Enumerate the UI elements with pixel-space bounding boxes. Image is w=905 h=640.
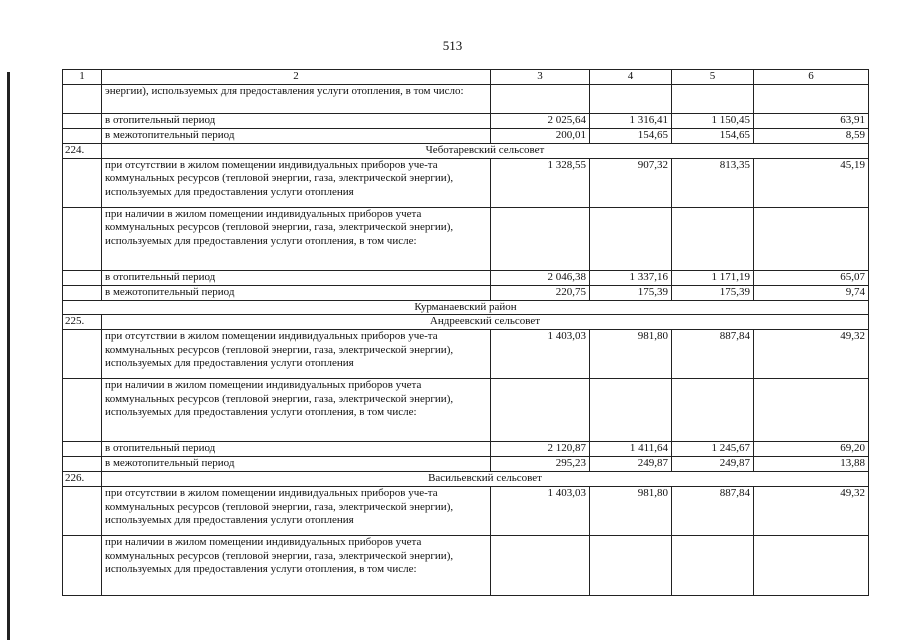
value-col4 bbox=[590, 536, 672, 596]
value-col4: 981,80 bbox=[590, 487, 672, 536]
value-col3: 2 120,87 bbox=[491, 442, 590, 457]
row-number bbox=[63, 457, 102, 472]
value-col3: 2 046,38 bbox=[491, 270, 590, 285]
value-col6 bbox=[754, 379, 869, 442]
row-description: в межотопительный период bbox=[102, 457, 491, 472]
table-row bbox=[63, 207, 869, 270]
page-number: 513 bbox=[442, 38, 463, 53]
table-row bbox=[63, 442, 869, 457]
row-number bbox=[63, 84, 102, 113]
value-col3 bbox=[491, 84, 590, 113]
row-number bbox=[63, 113, 102, 128]
header-cell-4: 4 bbox=[590, 70, 672, 85]
row-description: энергии), используемых для предоставления услуги отопления, в том число: bbox=[102, 84, 491, 113]
row-description: при наличии в жилом помещении индивидуальных приборов учета коммунальных ресурсов (тепловой энергии, газа, электрической энергии), используемых для предоставления услуги отопления, в том числе: bbox=[102, 379, 491, 442]
row-number bbox=[63, 330, 102, 379]
table-row bbox=[63, 300, 869, 315]
row-number bbox=[63, 442, 102, 457]
value-col4: 907,32 bbox=[590, 158, 672, 207]
row-number: 226. bbox=[63, 472, 102, 487]
table-row bbox=[63, 330, 869, 379]
value-col4: 249,87 bbox=[590, 457, 672, 472]
header-cell-6: 6 bbox=[754, 70, 869, 85]
value-col6: 49,32 bbox=[754, 330, 869, 379]
value-col5: 1 150,45 bbox=[672, 113, 754, 128]
value-col5 bbox=[672, 536, 754, 596]
row-description: в отопительный период bbox=[102, 442, 491, 457]
table-row bbox=[63, 84, 869, 113]
row-number bbox=[63, 285, 102, 300]
value-col4: 1 337,16 bbox=[590, 270, 672, 285]
row-number bbox=[63, 379, 102, 442]
row-number bbox=[63, 207, 102, 270]
value-col3 bbox=[491, 207, 590, 270]
value-col6: 65,07 bbox=[754, 270, 869, 285]
header-cell-2: 2 bbox=[102, 70, 491, 85]
value-col6: 9,74 bbox=[754, 285, 869, 300]
row-number: 224. bbox=[63, 143, 102, 158]
row-description: при отсутствии в жилом помещении индивидуальных приборов уче-та коммунальных ресурсов (тепловой энергии, газа, электрической энергии), используемых для предоставления услуги отопления bbox=[102, 158, 491, 207]
settlement-title: Андреевский сельсовет bbox=[102, 315, 869, 330]
page-edge-bar bbox=[7, 72, 10, 640]
table-row bbox=[63, 270, 869, 285]
row-description: при наличии в жилом помещении индивидуальных приборов учета коммунальных ресурсов (тепловой энергии, газа, электрической энергии), используемых для предоставления услуги отопления, в том числе: bbox=[102, 207, 491, 270]
tariff-table bbox=[62, 69, 869, 596]
value-col4: 154,65 bbox=[590, 128, 672, 143]
value-col6: 63,91 bbox=[754, 113, 869, 128]
row-description: в отопительный период bbox=[102, 113, 491, 128]
table-row bbox=[63, 315, 869, 330]
table-row bbox=[63, 113, 869, 128]
value-col4: 1 411,64 bbox=[590, 442, 672, 457]
header-cell-1: 1 bbox=[63, 70, 102, 85]
row-description: в межотопительный период bbox=[102, 128, 491, 143]
value-col3: 220,75 bbox=[491, 285, 590, 300]
value-col4: 1 316,41 bbox=[590, 113, 672, 128]
header-cell-5: 5 bbox=[672, 70, 754, 85]
value-col5 bbox=[672, 84, 754, 113]
value-col3: 295,23 bbox=[491, 457, 590, 472]
table-row bbox=[63, 457, 869, 472]
row-number bbox=[63, 270, 102, 285]
value-col5: 1 171,19 bbox=[672, 270, 754, 285]
table-row bbox=[63, 158, 869, 207]
district-title: Курманаевский район bbox=[63, 300, 869, 315]
header-cell-3: 3 bbox=[491, 70, 590, 85]
row-description: при отсутствии в жилом помещении индивидуальных приборов уче-та коммунальных ресурсов (тепловой энергии, газа, электрической энергии), используемых для предоставления услуги отопления bbox=[102, 487, 491, 536]
row-description: в отопительный период bbox=[102, 270, 491, 285]
table-row bbox=[63, 536, 869, 596]
value-col3: 2 025,64 bbox=[491, 113, 590, 128]
value-col5: 887,84 bbox=[672, 330, 754, 379]
value-col3: 1 403,03 bbox=[491, 330, 590, 379]
row-number: 225. bbox=[63, 315, 102, 330]
value-col5: 175,39 bbox=[672, 285, 754, 300]
header-row bbox=[63, 70, 869, 85]
value-col6: 8,59 bbox=[754, 128, 869, 143]
value-col4 bbox=[590, 207, 672, 270]
row-description: в межотопительный период bbox=[102, 285, 491, 300]
value-col4: 981,80 bbox=[590, 330, 672, 379]
row-number bbox=[63, 536, 102, 596]
row-description: при наличии в жилом помещении индивидуальных приборов учета коммунальных ресурсов (тепловой энергии, газа, электрической энергии), используемых для предоставления услуги отопления, в том числе: bbox=[102, 536, 491, 596]
row-number bbox=[63, 128, 102, 143]
table-row bbox=[63, 128, 869, 143]
value-col6 bbox=[754, 207, 869, 270]
table-row bbox=[63, 487, 869, 536]
value-col6 bbox=[754, 536, 869, 596]
value-col5: 813,35 bbox=[672, 158, 754, 207]
value-col3: 200,01 bbox=[491, 128, 590, 143]
value-col5: 1 245,67 bbox=[672, 442, 754, 457]
settlement-title: Васильевский сельсовет bbox=[102, 472, 869, 487]
value-col6: 49,32 bbox=[754, 487, 869, 536]
value-col5 bbox=[672, 379, 754, 442]
value-col3: 1 403,03 bbox=[491, 487, 590, 536]
settlement-title: Чеботаревский сельсовет bbox=[102, 143, 869, 158]
value-col3: 1 328,55 bbox=[491, 158, 590, 207]
value-col5: 154,65 bbox=[672, 128, 754, 143]
value-col6 bbox=[754, 84, 869, 113]
value-col6: 13,88 bbox=[754, 457, 869, 472]
value-col3 bbox=[491, 536, 590, 596]
value-col3 bbox=[491, 379, 590, 442]
value-col5 bbox=[672, 207, 754, 270]
value-col5: 249,87 bbox=[672, 457, 754, 472]
value-col6: 45,19 bbox=[754, 158, 869, 207]
row-number bbox=[63, 487, 102, 536]
row-number bbox=[63, 158, 102, 207]
value-col4 bbox=[590, 84, 672, 113]
value-col6: 69,20 bbox=[754, 442, 869, 457]
table-row bbox=[63, 143, 869, 158]
row-description: при отсутствии в жилом помещении индивидуальных приборов уче-та коммунальных ресурсов (тепловой энергии, газа, электрической энергии), используемых для предоставления услуги отопления bbox=[102, 330, 491, 379]
value-col4 bbox=[590, 379, 672, 442]
table-row bbox=[63, 472, 869, 487]
table-row bbox=[63, 379, 869, 442]
value-col5: 887,84 bbox=[672, 487, 754, 536]
table-row bbox=[63, 285, 869, 300]
value-col4: 175,39 bbox=[590, 285, 672, 300]
